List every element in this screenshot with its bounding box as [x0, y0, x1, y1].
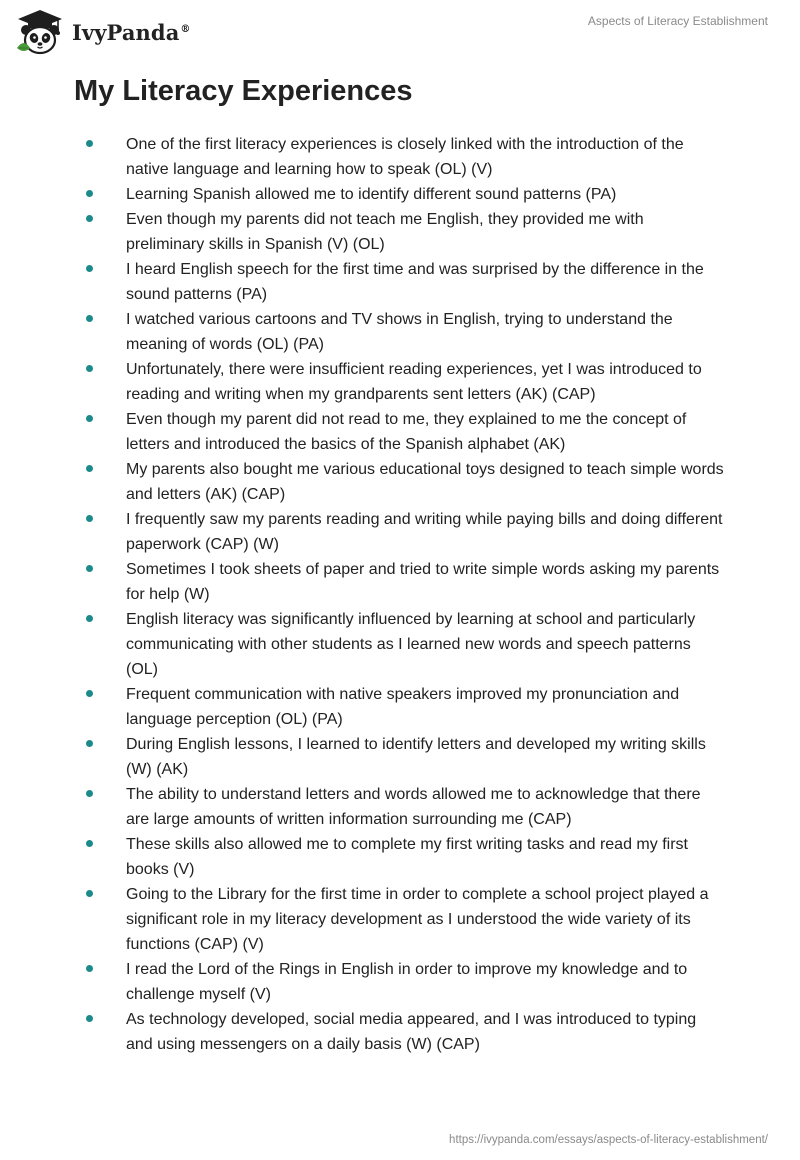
experience-list: [86, 132, 726, 1057]
list-item: [86, 182, 726, 207]
list-item-text: These skills also allowed me to complete my first writing tasks and read my first books (V): [126, 836, 688, 878]
bullet-dot-icon: [86, 1015, 93, 1022]
source-url-link[interactable]: https://ivypanda.com/essays/aspects-of-literacy-establishment/: [449, 1134, 768, 1146]
list-item: [86, 257, 726, 307]
list-item-text: Going to the Library for the first time in order to complete a school project played a significant role in my literacy development as I understood the wide variety of its functions (CAP) (V): [126, 886, 709, 953]
bullet-dot-icon: [86, 965, 93, 972]
list-item: [86, 882, 726, 957]
list-item: [86, 507, 726, 557]
bullet-dot-icon: [86, 265, 93, 272]
list-item: [86, 357, 726, 407]
bullet-dot-icon: [86, 465, 93, 472]
list-item: [86, 132, 726, 182]
list-item: [86, 732, 726, 782]
bullet-dot-icon: [86, 840, 93, 847]
panda-graduate-icon: [14, 8, 66, 56]
list-item: [86, 832, 726, 882]
list-item: [86, 782, 726, 832]
bullet-dot-icon: [86, 315, 93, 322]
bullet-dot-icon: [86, 790, 93, 797]
list-item: [86, 557, 726, 607]
list-item-text: During English lessons, I learned to identify letters and developed my writing skills (W) (AK): [126, 736, 706, 778]
bullet-dot-icon: [86, 415, 93, 422]
bullet-dot-icon: [86, 515, 93, 522]
list-item-text: I heard English speech for the first time and was surprised by the difference in the sound patterns (PA): [126, 261, 704, 303]
list-item-text: Even though my parents did not teach me English, they provided me with preliminary skills in Spanish (V) (OL): [126, 211, 644, 253]
bullet-dot-icon: [86, 615, 93, 622]
list-item-text: Unfortunately, there were insufficient reading experiences, yet I was introduced to reading and writing when my grandparents sent letters (AK) (CAP): [126, 361, 702, 403]
bullet-dot-icon: [86, 565, 93, 572]
bullet-dot-icon: [86, 890, 93, 897]
list-item: [86, 207, 726, 257]
list-item: [86, 957, 726, 1007]
list-item-text: The ability to understand letters and words allowed me to acknowledge that there are large amounts of written information surrounding me (CAP): [126, 786, 701, 828]
list-item-text: My parents also bought me various educational toys designed to teach simple words and letters (AK) (CAP): [126, 461, 724, 503]
bullet-dot-icon: [86, 365, 93, 372]
list-item-text: English literacy was significantly influenced by learning at school and particularly communicating with other students as I learned new words and speech patterns (OL): [126, 611, 696, 678]
list-item-text: I watched various cartoons and TV shows in English, trying to understand the meaning of words (OL) (PA): [126, 311, 673, 353]
list-item: [86, 682, 726, 732]
bullet-dot-icon: [86, 690, 93, 697]
bullet-dot-icon: [86, 190, 93, 197]
list-item-text: One of the first literacy experiences is closely linked with the introduction of the native language and learning how to speak (OL) (V): [126, 136, 684, 178]
list-item-text: Frequent communication with native speakers improved my pronunciation and language perception (OL) (PA): [126, 686, 680, 728]
bullet-dot-icon: [86, 215, 93, 222]
list-item: [86, 1007, 726, 1057]
list-item-text: Learning Spanish allowed me to identify different sound patterns (PA): [126, 186, 617, 203]
bullet-dot-icon: [86, 140, 93, 147]
list-item-text: I frequently saw my parents reading and writing while paying bills and doing different paperwork (CAP) (W): [126, 511, 723, 553]
list-item-text: As technology developed, social media appeared, and I was introduced to typing and using messengers on a daily basis (W) (CAP): [126, 1011, 697, 1053]
registered-mark: ®: [180, 23, 191, 35]
list-item: [86, 607, 726, 682]
brand-logo[interactable]: [14, 8, 191, 56]
list-item: [86, 407, 726, 457]
document-title: Aspects of Literacy Establishment: [587, 14, 768, 28]
list-item-text: Sometimes I took sheets of paper and tried to write simple words asking my parents for help (W): [126, 561, 720, 603]
bullet-dot-icon: [86, 740, 93, 747]
list-item: [86, 307, 726, 357]
page-title: My Literacy Experiences: [74, 75, 413, 107]
list-item-text: Even though my parent did not read to me, they explained to me the concept of letters and introduced the basics of the Spanish alphabet (AK): [126, 411, 687, 453]
list-item: [86, 457, 726, 507]
brand-name: IvyPanda®: [72, 19, 191, 45]
list-item-text: I read the Lord of the Rings in English in order to improve my knowledge and to challenge myself (V): [126, 961, 688, 1003]
